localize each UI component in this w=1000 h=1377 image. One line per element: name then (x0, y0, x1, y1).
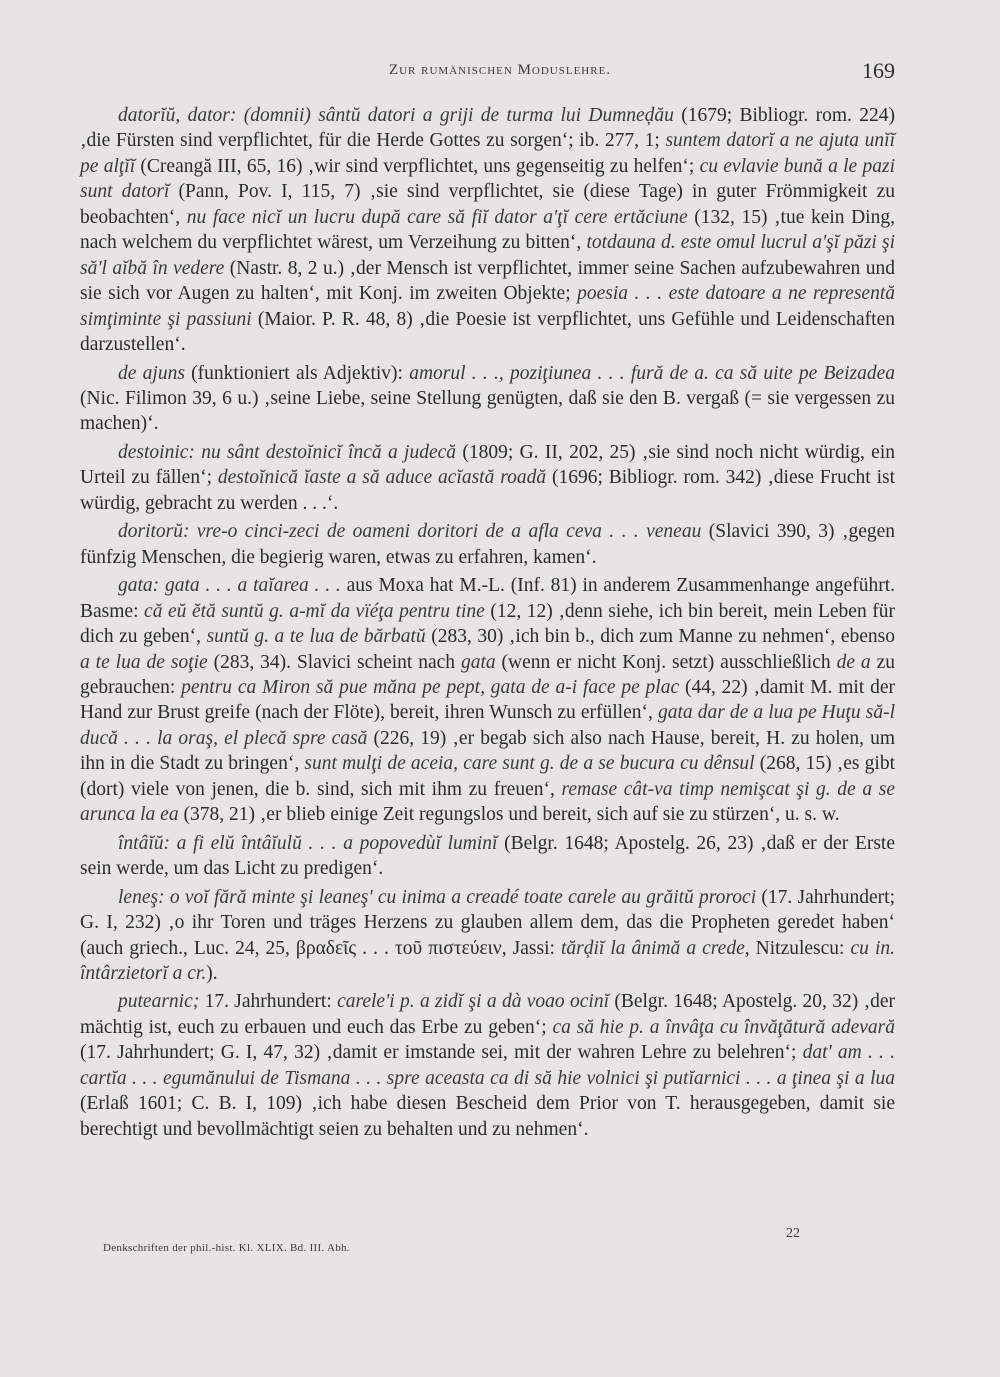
german-text: (44, 22) ‚damit M. mit der Hand zur Brust greife (nach der Flöte), bereit, ihren Wunsch zu erfüllen‘, (80, 676, 895, 724)
german-text: (Maior. P. R. 48, 8) ‚die Poesie ist verpflichtet, uns Gefühle und Leidenschaften darzustellen‘. (80, 308, 895, 356)
german-text: ). (206, 962, 218, 984)
romanian-quote: suntŭ g. a te lua de bărbatŭ (206, 626, 426, 648)
romanian-quote: pentru ca Miron să pue măna pe pept, gata de a-i face pe plac (181, 676, 680, 698)
signature-mark: 22 (786, 1226, 800, 1241)
paragraph-lenes (80, 885, 895, 987)
romanian-quote: sunt mulţi de aceia, care sunt g. de a se bucura cu dênsul (304, 753, 755, 775)
romanian-quote: poesia . . . este datoare a ne representă simţiminte şi passiuni (80, 283, 896, 330)
romanian-quote: gata dar de a lua pe Huţu să-l ducă . . . la oraş, el plecă spre casă (80, 702, 895, 749)
body-text (80, 103, 895, 1145)
german-text: (wenn er nicht Konj. setzt) ausschließlich (495, 651, 837, 673)
romanian-quote: de a (836, 651, 871, 673)
german-text: (1679; Bibliogr. rom. 224) ‚die Fürsten sind verpflichtet, für die Herde Gottes zu sorgen‘; ib. 277, 1; (80, 105, 896, 152)
german-text: (283, 34). Slavici scheint nach (207, 651, 461, 673)
german-text: (283, 30) ‚ich bin b., dich zum Manne zu nehmen‘, ebenso (425, 626, 895, 648)
page-header (0, 58, 1000, 92)
german-text: (226, 19) ‚er begab sich also nach Hause, bereit, H. zu holen, um ihn in die Stadt zu bringen‘, (80, 727, 896, 775)
german-text: (funktioniert als Adjektiv): (184, 362, 410, 384)
romanian-quote: leneş: o voĭ fără minte şi leaneş' cu inima a creadé toate carele au grăitŭ proroci (118, 886, 757, 908)
romanian-quote: suntem datorĭ a ne ajuta unĭĭ pe alţĭĭ (80, 130, 895, 177)
page-number: 169 (862, 58, 895, 83)
german-text: (132, 15) ‚tue kein Ding, nach welchem du verpflichtet wärest, um Verzeihung zu bitten‘, (80, 206, 895, 254)
german-text: (Belgr. 1648; Apostelg. 20, 32) ‚der mächtig ist, euch zu erbauen und euch das Erbe zu geben‘; (80, 991, 895, 1038)
german-text: (1809; G. II, 202, 25) ‚sie sind noch nicht würdig, ein Urteil zu fällen‘; (80, 441, 895, 489)
romanian-quote: cu evlavie bună a le pazi sunt datorĭ (80, 155, 895, 203)
german-text: (Pann, Pov. I, 115, 7) ‚sie sind verpflichtet, sie (diese Tage) in guter Frömmigkeit zu beobachten‘, (80, 181, 895, 228)
german-text: (Erlaß 1601; C. B. I, 109) ‚ich habe diesen Bescheid dem Prior von T. herausgegeben, damit sie berechtigt und bevollmächtigt seien zu behalten und zu nehmen‘. (80, 1093, 895, 1140)
german-text: (17. Jahrhundert; G. I, 47, 32) ‚damit er imstande sei, mit der wahren Lehre zu belehren‘; (80, 1042, 803, 1064)
german-text: (17. Jahrhundert; G. I, 232) ‚o ihr Toren und träges Herzens zu glauben allem dem, das die Propheten geredet haben‘ (auch griech., Luc. 24, 25, βραδεῖς . . . τοῦ πιστεύειν, Jassi: (80, 886, 896, 959)
german-text: (Belgr. 1648; Apostelg. 26, 23) ‚daß er der Erste sein werde, um das Licht zu predigen‘. (80, 832, 896, 880)
romanian-quote: datorĭŭ, dator: (domnii) sântŭ datori a griji de turma lui Dumneḑău (118, 105, 674, 126)
german-text: (Nastr. 8, 2 u.) ‚der Mensch ist verpflichtet, immer seine Sachen aufzubewahren und sie sich vor Augen zu halten‘, mit Konj. im zweiten Objekte; (80, 257, 896, 305)
german-text: (Creangă III, 65, 16) ‚wir sind verpflichtet, uns gegenseitig zu helfen‘; (135, 155, 700, 177)
paragraph-doritor (80, 519, 895, 570)
german-text: aus Moxa hat M.-L. (Inf. 81) in anderem Zusammenhange angeführt. Basme: (80, 575, 895, 622)
romanian-quote: întâĭŭ: a fi elŭ întâĭulŭ . . . a popovedùĭ luminĭ (118, 832, 498, 854)
german-text: zu gebrauchen: (80, 651, 895, 698)
romanian-quote: putearnic; (118, 991, 200, 1013)
romanian-quote: tărḑiĭ la ânimă a crede (560, 937, 745, 959)
romanian-quote: totdauna d. este omul lucrul a'şĭ păzi şi să'l aĭbă în vedere (80, 232, 895, 279)
romanian-quote: nu face nicĭ un lucru după care să fiĭ dator a'ţĭ cere ertăciune (186, 206, 688, 228)
romanian-quote: destoĭnică ĭaste a să aduce acĭastă roadă (217, 467, 547, 489)
romanian-quote: de ajuns (118, 362, 185, 384)
paragraph-intaiu (80, 831, 895, 882)
romanian-quote: gata (460, 651, 496, 673)
romanian-quote: a te lua de soţie (80, 651, 208, 673)
paragraph-putearnic (80, 989, 895, 1142)
romanian-quote: dat' am . . . cartĭa . . . egumănului de Tismana . . . spre aceasta ca di să hie volnici şi putĭarnici . . . a ţinea şi a lua (80, 1042, 895, 1089)
german-text: (Slavici 390, 3) ‚gegen fünfzig Menschen, die begierig waren, etwas zu erfahren, kamen‘. (80, 521, 896, 568)
german-text: (12, 12) ‚denn siehe, ich bin bereit, mein Leben für dich zu geben‘, (80, 600, 896, 648)
romanian-quote: cu in. întârzietorĭ a cr. (80, 937, 896, 984)
german-text: , Nitzulescu: (744, 937, 851, 959)
running-title: Zur rumänischen Moduslehre. (388, 62, 612, 78)
german-text: 17. Jahrhundert: (199, 991, 338, 1013)
german-text: (1696; Bibliogr. rom. 342) ‚diese Frucht ist würdig, gebracht zu werden . . .‘. (80, 467, 896, 514)
romanian-quote: destoinic: nu sânt destoĭnicĭ încă a judecă (118, 441, 457, 463)
paragraph-destoinic (80, 440, 895, 516)
romanian-quote: doritorŭ: vre-o cinci-zeci de oameni doritori de a afla ceva . . . veneau (118, 521, 702, 543)
footnote: Denkschriften der phil.-hist. Kl. XLIX. Bd. III. Abh. (103, 1242, 350, 1254)
romanian-quote: gata: gata . . . a taĭarea . . . (118, 575, 341, 597)
paragraph-dator (80, 103, 895, 358)
german-text: (378, 21) ‚er blieb einige Zeit regungslos und bereit, sich auf sie zu stürzen‘, u. s. w. (178, 804, 840, 826)
german-text: (268, 15) ‚es gibt (dort) viele von jenen, die b. sind, sich mit ihm zu freuen‘, (80, 753, 895, 800)
german-text: (Nic. Filimon 39, 6 u.) ‚seine Liebe, seine Stellung genügten, daß sie den B. vergaß (= sie vergessen zu machen)‘. (80, 387, 895, 435)
romanian-quote: că eŭ ĕtă suntŭ g. a-mĭ da vïéţa pentru tine (144, 600, 485, 622)
romanian-quote: amorul . . ., poziţiunea . . . fură de a. ca să uite pe Beizadea (409, 362, 895, 384)
paragraph-de-ajuns (80, 361, 895, 437)
romanian-quote: remase cât-va timp nemişcat şi g. de a se arunca la ea (80, 778, 895, 826)
paragraph-gata (80, 573, 895, 828)
romanian-quote: ca să hie p. a învâţa cu învăţătură adevară (552, 1016, 895, 1038)
romanian-quote: carele'i p. a zidĭ şi a dà voao ocinĭ (337, 991, 609, 1013)
